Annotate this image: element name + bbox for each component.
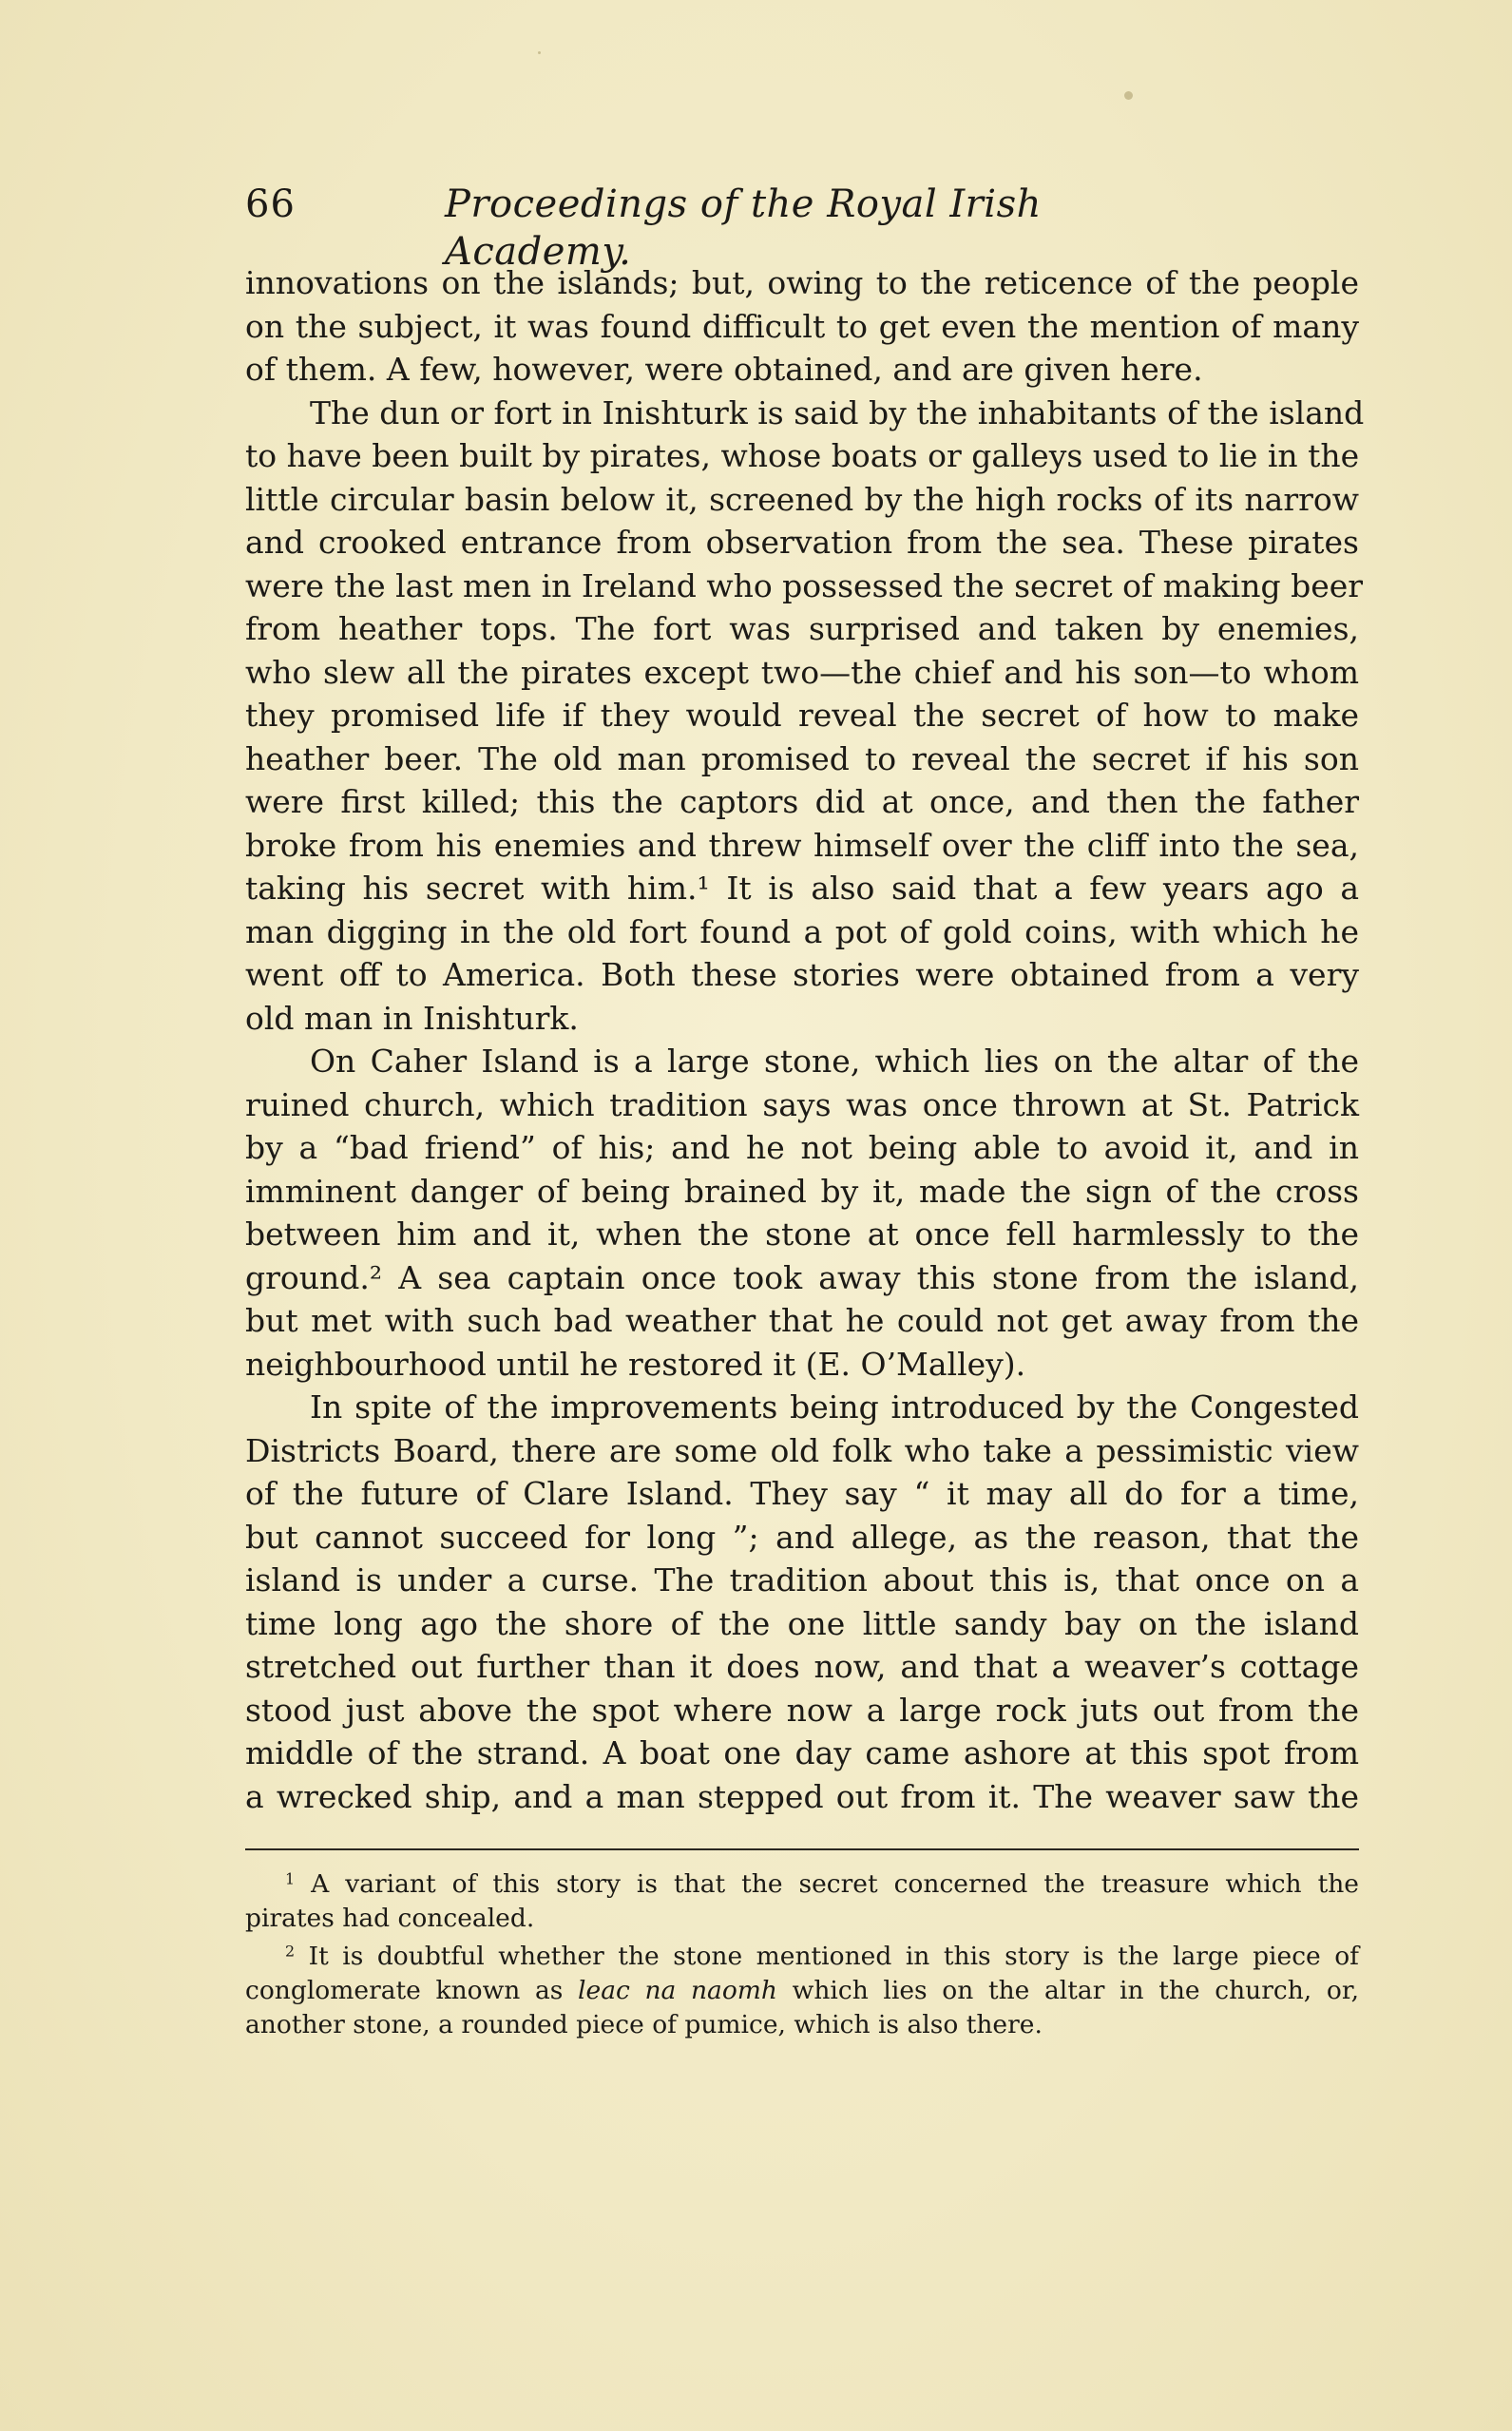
footnote-text: conglomerate known as	[245, 1976, 579, 2005]
body-text	[245, 261, 1365, 1818]
footnote-line	[245, 1974, 1359, 2008]
text-line: and crooked entrance from observation from the sea. These pirates	[245, 524, 1359, 561]
footnote-line: another stone, a rounded piece of pumice, which is also there.	[245, 2010, 1043, 2039]
text-line: imminent danger of being brained by it, made the sign of the cross	[245, 1172, 1359, 1210]
text-line: innovations on the islands; but, owing to the reticence of the people	[245, 264, 1359, 301]
text-line: by a “bad friend” of his; and he not being able to avoid it, and in	[245, 1129, 1359, 1166]
text-line: Districts Board, there are some old folk who take a pessimistic view	[245, 1431, 1359, 1469]
text-line: heather beer. The old man promised to reveal the secret if his son	[245, 739, 1359, 777]
text-line: were first killed; this the captors did at once, and then the father	[245, 783, 1359, 820]
footnote-marker: 2	[285, 1942, 296, 1961]
footnote-1	[245, 1867, 1359, 1936]
text-line: little circular basin below it, screened by the high rocks of its narrow	[245, 480, 1359, 518]
text-line: taking his secret with him.¹ It is also said that a few years ago a	[245, 870, 1359, 907]
footnote-line	[245, 1940, 1359, 1974]
paper-speck	[1124, 91, 1133, 100]
text-line: neighbourhood until he restored it (E. O’Malley).	[245, 1345, 1026, 1383]
text-line: from heather tops. The fort was surprised and taken by enemies,	[245, 610, 1359, 647]
text-line: who slew all the pirates except two—the chief and his son—to whom	[245, 653, 1359, 691]
paragraph	[245, 1040, 1359, 1386]
footnote-2	[245, 1940, 1359, 2042]
text-line: of them. A few, however, were obtained, and are given here.	[245, 351, 1203, 388]
text-line: ground.² A sea captain once took away this stone from the island,	[245, 1258, 1359, 1296]
running-header	[245, 181, 1224, 274]
footnote-line	[245, 1867, 1359, 1902]
text-line: stood just above the spot where now a large rock juts out from the	[245, 1691, 1359, 1729]
text-line: middle of the strand. A boat one day came ashore at this spot from	[245, 1734, 1359, 1771]
running-title: Proceedings of the Royal Irish Academy.	[445, 182, 1042, 274]
footnote-marker: 1	[285, 1869, 296, 1888]
page-number: 66	[245, 182, 296, 226]
footnote-text: which lies on the altar in the church, or,	[777, 1976, 1359, 2005]
text-line: On Caher Island is a large stone, which lies on the altar of the	[310, 1043, 1359, 1080]
text-line: In spite of the improvements being introduced by the Congested	[310, 1388, 1359, 1426]
paper-speck	[538, 51, 541, 54]
text-line: of the future of Clare Island. They say “ it may all do for a time,	[245, 1475, 1359, 1512]
text-line: between him and it, when the stone at once fell harmlessly to the	[245, 1216, 1359, 1253]
text-line: old man in Inishturk.	[245, 999, 579, 1037]
text-line: broke from his enemies and threw himself over the cliff into the sea,	[245, 826, 1359, 864]
text-line: ruined church, which tradition says was once thrown at St. Patrick	[245, 1085, 1359, 1123]
text-line: were the last men in Ireland who possessed the secret of making beer	[245, 566, 1364, 604]
footnote-line: pirates had concealed.	[245, 1904, 535, 1933]
footnote-rule	[245, 1848, 1359, 1850]
text-line: stretched out further than it does now, and that a weaver’s cottage	[245, 1648, 1359, 1685]
text-line: went off to America. Both these stories were obtained from a very	[245, 956, 1359, 993]
text-line: to have been built by pirates, whose boats or galleys used to lie in the	[245, 437, 1360, 474]
paragraph	[245, 261, 1359, 392]
text-line: but cannot succeed for long ”; and allege, as the reason, that the	[245, 1518, 1359, 1556]
footnote-italic-term: leac na naomh	[578, 1976, 777, 2005]
text-line: but met with such bad weather that he could not get away from the	[245, 1302, 1359, 1339]
text-line: The dun or fort in Inishturk is said by the inhabitants of the island	[310, 393, 1365, 431]
paragraph	[245, 392, 1365, 1041]
footnote-text: A variant of this story is that the secret concerned the treasure which the	[311, 1869, 1359, 1899]
footnotes	[245, 1867, 1359, 2046]
paragraph	[245, 1386, 1359, 1818]
footnote-text: It is doubtful whether the stone mentioned in this story is the large piece of	[308, 1942, 1359, 1971]
text-line: man digging in the old fort found a pot of gold coins, with which he	[245, 912, 1359, 950]
text-line: a wrecked ship, and a man stepped out from it. The weaver saw the	[245, 1777, 1359, 1815]
text-line: island is under a curse. The tradition about this is, that once on a	[245, 1561, 1359, 1598]
text-line: on the subject, it was found difficult to get even the mention of many	[245, 307, 1359, 345]
text-line: time long ago the shore of the one little sandy bay on the island	[245, 1604, 1359, 1642]
text-line: they promised life if they would reveal the secret of how to make	[245, 697, 1359, 734]
